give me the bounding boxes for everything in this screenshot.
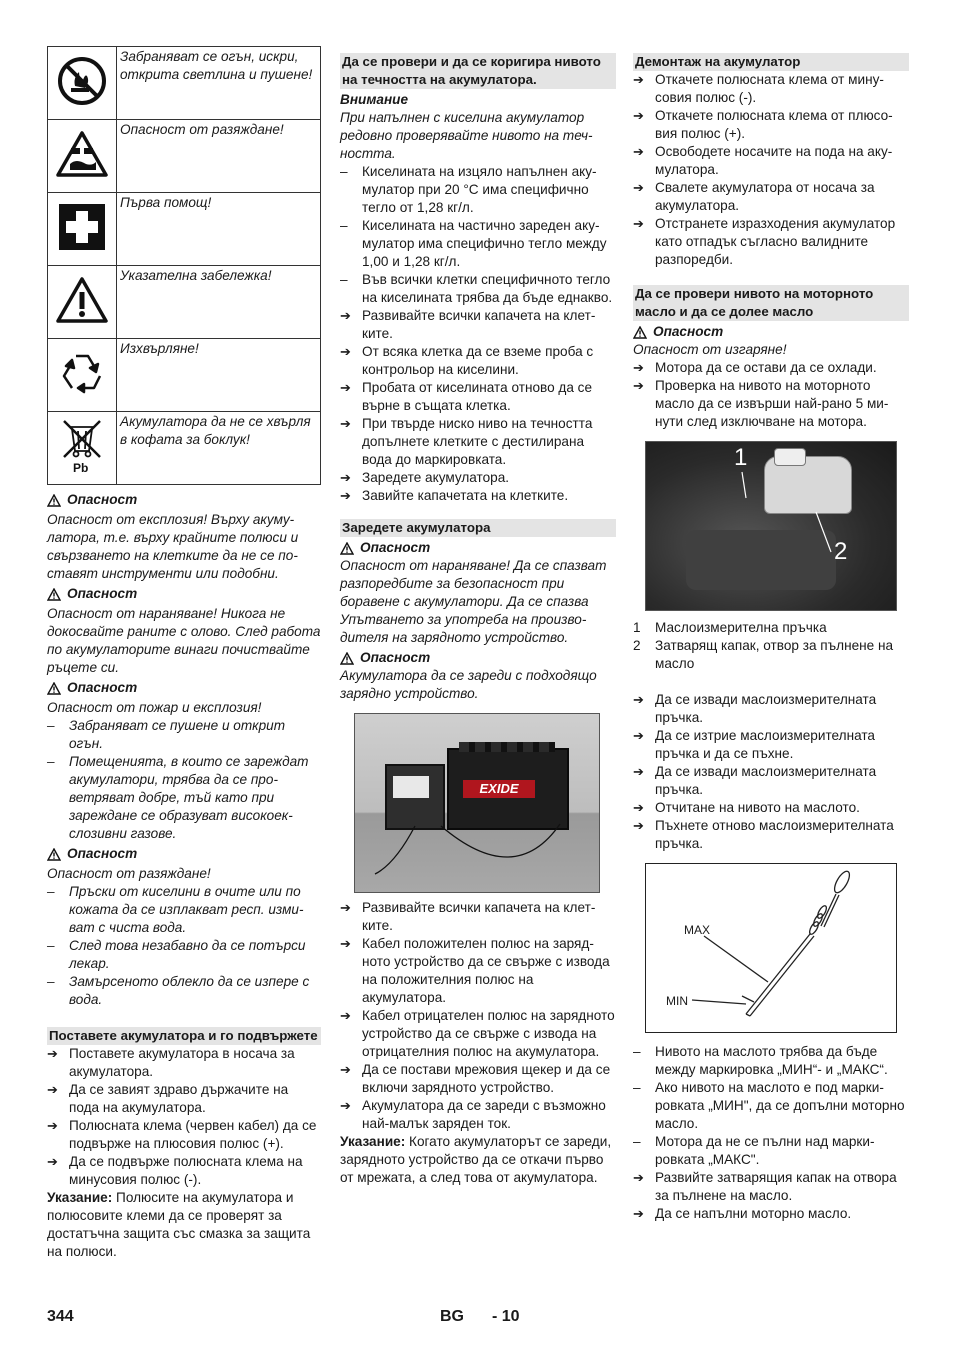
symbol-text: Забраняват се огън, искри, открита светлина и пушене! (117, 47, 321, 120)
symbol-row (48, 120, 321, 193)
warning-icon (340, 652, 354, 665)
no-fire-smoking-icon (57, 56, 107, 106)
danger-text: Опасност от нараняване! Никога не докосвайте раните с олово. След работа по акумулаторите винаги почиствайте ръцете си. (47, 606, 321, 675)
list-item: – Забраняват се пушене и открит огън. (47, 718, 286, 751)
warning-icon (47, 848, 61, 861)
danger-title: Опасност (67, 586, 138, 601)
step-item: ➔ Да се извади маслоизмерителната пръчка. (633, 692, 877, 725)
danger-text: Опасност от пожар и експлозия! (47, 700, 262, 715)
section-heading: Заредете акумулатора (340, 519, 616, 537)
danger-text: Опасност от експлозия! Върху акумулатора, т.е. върху крайните полюси и свързването на клетките да не се поставят инструменти или подобни. (47, 512, 299, 581)
list-item: – Киселината на изцяло напълнен акумулатор при 20 °C има специфично тегло от 1,28 кг/л. (340, 164, 597, 215)
column-1 (47, 46, 321, 1261)
symbol-row (48, 47, 321, 120)
symbol-row (48, 193, 321, 266)
danger-title: Опасност (67, 492, 138, 507)
step-item: ➔ Отстранете изразходения акумулатор като отпадък съгласно валидните разпоредби. (633, 216, 896, 267)
warning-icon (56, 276, 108, 324)
step-item: ➔ Проверка на нивото на моторното масло да се извърши най-рано 5 минути след изключване на мотора. (633, 378, 889, 429)
list-item: – Ако нивото на маслото е под маркировката „МИН", да се допълни моторно масло. (633, 1080, 905, 1131)
battery-brand: EXIDE (463, 780, 535, 798)
danger-title: Опасност (67, 846, 138, 861)
photo-callout-1: 1 (734, 444, 748, 471)
list-item: – Мотора да не се пълни над маркировката „МАКС". (633, 1134, 875, 1167)
attention-title: Внимание (340, 92, 409, 107)
charger-cables (355, 714, 599, 892)
step-item: ➔ Да се извади маслоизмерителната пръчка. (633, 764, 877, 797)
first-aid-icon (57, 202, 107, 252)
note: Указание: Когато акумулаторът се зареди, зарядното устройство да се откачи първо от мрежата, а след това от акумулатора. (340, 1134, 612, 1185)
warning-icon (47, 588, 61, 601)
page-number: 344 (47, 1308, 74, 1325)
step-item: ➔ Да се подвърже полюсната клема на минусовия полюс (-). (47, 1154, 303, 1187)
step-item: ➔ Да се завият здраво държачите на пода на акумулатора. (47, 1082, 289, 1115)
danger-text: Акумулатора да се зареди с подходящо зарядно устройство. (340, 668, 597, 701)
symbol-text: Опасност от разяждане! (117, 120, 321, 193)
section-heading: Демонтаж на акумулатор (633, 53, 909, 71)
step-item: ➔ Да се напълни моторно масло. (633, 1206, 852, 1221)
symbol-text: Първа помощ! (117, 193, 321, 266)
column-3 (633, 53, 909, 1223)
symbol-row (48, 412, 321, 485)
list-item: – Пръски от киселини в очите или по кожата да се изплакват респ. измиват с чиста вода. (47, 884, 304, 935)
column-2 (340, 53, 616, 1187)
note: Указание: Полюсите на акумулатора и полюсовите клеми да се проверят за достатъчна защита със смазка за защита на полюси. (47, 1190, 311, 1259)
warning-icon (633, 326, 647, 339)
section-heading: Да се провери и да се коригира нивото на течността на акумулатора. (340, 53, 616, 89)
list-item: – Във всички клетки специфичното тегло на киселината трябва да бъде еднакво. (340, 272, 613, 305)
step-item: ➔ При твърде ниско ниво на течността допълнете клетките с дестилирана вода до маркировката. (340, 416, 593, 467)
list-item: – След това незабавно да се потърси лекар. (47, 938, 306, 971)
danger-block (47, 491, 321, 583)
warning-icon (47, 494, 61, 507)
step-item: ➔ Развивайте всички капачета на клетките. (340, 308, 596, 341)
danger-block (47, 679, 321, 843)
warning-icon (340, 542, 354, 555)
pb-label: Pb (73, 460, 89, 475)
warning-icon (47, 682, 61, 695)
list-item: – Помещенията, в които се зареждат акумулатори, трябва да се проветряват добре, тъй като при зареждане се образуват високоекслозивни газове. (47, 754, 309, 841)
corrosive-icon (56, 130, 108, 178)
step-item: ➔ Заредете акумулатора. (340, 470, 510, 485)
danger-title: Опасност (360, 540, 431, 555)
dipstick-max-label: MAX (684, 923, 711, 937)
dipstick-min-label: MIN (666, 994, 688, 1008)
no-bin-pb-icon (56, 417, 108, 475)
engine-photo (645, 441, 897, 611)
danger-text: Опасност от изгаряне! (633, 342, 787, 357)
step-item: ➔ Завийте капачетата на клетките. (340, 488, 569, 503)
legend-item: 1 Маслоизмерителна пръчка (633, 620, 827, 635)
step-item: ➔ Освободете носачите на пода на акумулатора. (633, 144, 893, 177)
step-item: ➔ Кабел отрицателен полюс на зарядното устройство да се свърже с извода на отрицателния полюс на акумулатора. (340, 1008, 615, 1059)
step-item: ➔ Развивайте всички капачета на клетките. (340, 900, 596, 933)
symbol-text: Акумулатора да не се хвърля в кофата за боклук! (117, 412, 321, 485)
danger-text: Опасност от разяждане! (47, 866, 211, 881)
danger-text: Опасност от нараняване! Да се спазват разпоредбите за безопасност при боравене с акумулатори. Да се спазва Упътването за употреба на производителя на зарядното устройство. (340, 558, 607, 645)
list-item: – Киселината на частично зареден акумулатор има специфично тегло между 1,00 и 1,28 кг/л. (340, 218, 607, 269)
list-item: – Нивото на маслото трябва да бъде между маркировка „МИН“- и „МАКС“. (633, 1044, 888, 1077)
step-item: ➔ Откачете полюсната клема от минусовия полюс (-). (633, 72, 884, 105)
symbols-table (47, 46, 321, 485)
danger-block (47, 845, 321, 1009)
symbol-text: Изхвърляне! (117, 339, 321, 412)
page-subnumber: - 10 (492, 1308, 520, 1325)
step-item: ➔ Полюсната клема (червен кабел) да се подвърже на плюсовия полюс (+). (47, 1118, 317, 1151)
recycling-icon (56, 348, 108, 398)
legend-item: 2 Затварящ капак, отвор за пълнене на масло (633, 638, 894, 671)
danger-block (47, 585, 321, 677)
list-item: – Замърсеното облекло да се изпере с вода. (47, 974, 310, 1007)
step-item: ➔ Акумулатора да се зареди с възможно най-малък заряден ток. (340, 1098, 606, 1131)
step-item: ➔ Развийте затварящия капак на отвора за пълнене на масло. (633, 1170, 897, 1203)
symbol-row (48, 339, 321, 412)
battery-charger-photo (354, 713, 600, 893)
step-item: ➔ Поставете акумулатора в носача за акумулатора. (47, 1046, 295, 1079)
callout-lines (646, 442, 896, 610)
language-code: BG (440, 1308, 464, 1325)
danger-title: Опасност (360, 650, 431, 665)
danger-title: Опасност (67, 680, 138, 695)
step-item: ➔ Свалете акумулатора от носача за акумулатора. (633, 180, 875, 213)
step-item: ➔ Пъхнете отново маслоизмерителната пръчка. (633, 818, 894, 851)
photo-callout-2: 2 (834, 538, 848, 565)
symbol-row (48, 266, 321, 339)
attention-text: При напълнен с киселина акумулатор редовно проверявайте нивото на течността. (340, 110, 593, 161)
step-item: ➔ Да се изтрие маслоизмерителната пръчка и да се пъхне. (633, 728, 875, 761)
step-item: ➔ Кабел положителен полюс на зарядното устройство да се свърже с извода на положителния полюс на акумулатора. (340, 936, 610, 1005)
step-item: ➔ Мотора да се остави да се охлади. (633, 360, 877, 375)
step-item: ➔ Пробата от киселината отново да се върне в същата клетка. (340, 380, 593, 413)
section-heading: Да се провери нивото на моторното масло и да се долее масло (633, 285, 909, 321)
danger-title: Опасност (653, 324, 724, 339)
step-item: ➔ Откачете полюсната клема от плюсовия полюс (+). (633, 108, 893, 141)
step-item: ➔ Да се постави мрежовия щекер и да се включи зарядното устройство. (340, 1062, 611, 1095)
dipstick-diagram (645, 863, 897, 1033)
step-item: ➔ Отчитане на нивото на маслото. (633, 800, 860, 815)
section-heading: Поставете акумулатора и го подвържете (47, 1027, 321, 1045)
step-item: ➔ От всяка клетка да се вземе проба с контрольор на киселини. (340, 344, 594, 377)
symbol-text: Указателна забележка! (117, 266, 321, 339)
